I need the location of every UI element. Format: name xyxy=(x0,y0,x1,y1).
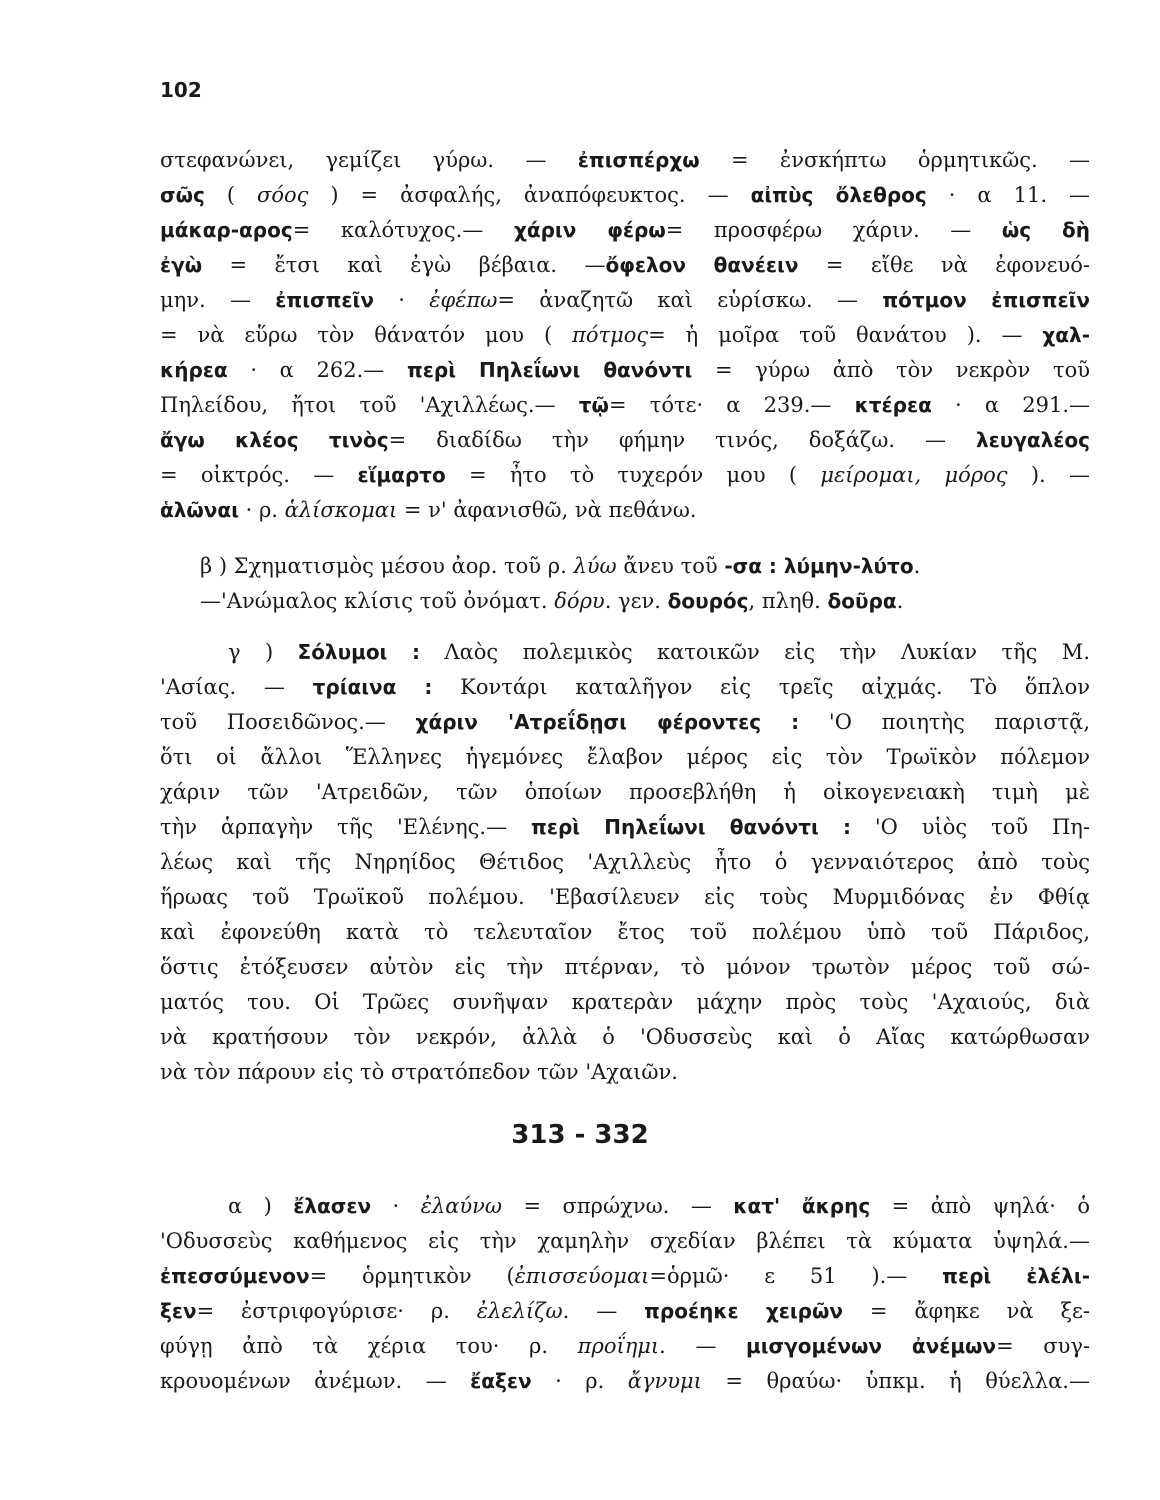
section-heading: 313 - 332 xyxy=(511,1120,649,1150)
text-line: ὅτι οἱ ἄλλοι Ἕλληνες ἡγεμόνες ἔλαβον μέρος εἰς τὸν Τρωϊκὸν πόλεμον xyxy=(160,745,1090,769)
text-line: = νὰ εὕρω τὸν θάνατόν μου ( πότμος= ἡ μοῖρα τοῦ θανάτου ). — χαλ- xyxy=(160,323,1090,347)
text-line: φύγῃ ἀπὸ τὰ χέρια του· ρ. προΐημι. — μισγομένων ἀνέμων= συγ- xyxy=(160,1334,1090,1358)
text-line: ἐγὼ = ἔτσι καὶ ἐγὼ βέβαια. —ὄφελον θανέειν = εἴθε νὰ ἐφονευό- xyxy=(160,253,1090,277)
text-line: = οἰκτρός. — εἵμαρτο = ἦτο τὸ τυχερόν μου ( μείρομαι, μόρος ). — xyxy=(160,463,1090,487)
text-line: κρουομένων ἀνέμων. — ἔαξεν · ρ. ἄγνυμι = θραύω· ὑπκμ. ἡ θύελλα.— xyxy=(160,1369,1090,1393)
text-line: 'Οδυσσεὺς καθήμενος εἰς τὴν χαμηλὴν σχεδίαν βλέπει τὰ κύματα ὑψηλά.— xyxy=(160,1229,1090,1253)
text-line: 'Ασίας. — τρίαινα : Κοντάρι καταλῆγον εἰς τρεῖς αἰχμάς. Τὸ ὅπλον xyxy=(160,675,1090,699)
text-line: μάκαρ-αρος= καλότυχος.— χάριν φέρω= προσφέρω χάριν. — ὡς δὴ xyxy=(160,218,1090,242)
text-line: ἁλῶναι · ρ. ἁλίσκομαι = ν' ἀφανισθῶ, νὰ πεθάνω. xyxy=(160,498,697,522)
text-line: ἥρωας τοῦ Τρωϊκοῦ πολέμου. 'Εβασίλευεν εἰς τοὺς Μυρμιδόνας ἐν Φθίᾳ xyxy=(160,885,1090,909)
text-line: ματός του. Οἱ Τρῶες συνῆψαν κρατερὰν μάχην πρὸς τοὺς 'Αχαιούς, διὰ xyxy=(160,990,1090,1014)
text-line: κήρεα · α 262.— περὶ Πηλεΐωνι θανόντι = γύρω ἀπὸ τὸν νεκρὸν τοῦ xyxy=(160,358,1090,382)
page-number: 102 xyxy=(160,78,202,102)
text-line: τὴν ἁρπαγὴν τῆς 'Ελένης.— περὶ Πηλεΐωνι θανόντι : 'Ο υἱὸς τοῦ Πη- xyxy=(160,815,1090,839)
text-line: καὶ ἐφονεύθη κατὰ τὸ τελευταῖον ἔτος τοῦ πολέμου ὑπὸ τοῦ Πάριδος, xyxy=(160,920,1090,944)
text-line: λέως καὶ τῆς Νηρηίδος Θέτιδος 'Αχιλλεὺς ἦτο ὁ γενναιότερος ἀπὸ τοὺς xyxy=(160,850,1090,874)
text-line: νὰ κρατήσουν τὸν νεκρόν, ἀλλὰ ὁ 'Οδυσσεὺς καὶ ὁ Αἴας κατώρθωσαν xyxy=(160,1025,1090,1049)
text-line: τοῦ Ποσειδῶνος.— χάριν 'Ατρεΐδῃσι φέροντες : 'Ο ποιητὴς παριστᾷ, xyxy=(160,710,1090,734)
text-line: ὅστις ἐτόξευσεν αὐτὸν εἰς τὴν πτέρναν, τὸ μόνον τρωτὸν μέρος τοῦ σώ- xyxy=(160,955,1090,979)
text-line: β ) Σχηματισμὸς μέσου ἀορ. τοῦ ρ. λύω ἄνευ τοῦ -σα : λύμην-λύτο. xyxy=(200,554,921,578)
text-line: ἄγω κλέος τινὸς= διαδίδω τὴν φήμην τινός, δοξάζω. — λευγαλέος xyxy=(160,428,1090,452)
text-line: ξεν= ἐστριφογύρισε· ρ. ἐλελίζω. — προέηκε χειρῶν = ἄφηκε νὰ ξε- xyxy=(160,1299,1090,1323)
text-line: Πηλείδου, ἤτοι τοῦ 'Αχιλλέως.— τῷ= τότε· α 239.— κτέρεα · α 291.— xyxy=(160,393,1090,417)
text-line: νὰ τὸν πάρουν εἰς τὸ στρατόπεδον τῶν 'Αχαιῶν. xyxy=(160,1060,678,1084)
text-line: χάριν τῶν 'Ατρειδῶν, τῶν ὁποίων προσεβλήθη ἡ οἰκογενειακὴ τιμὴ μὲ xyxy=(160,780,1090,804)
text-line: μην. — ἐπισπεῖν · ἐφέπω= ἀναζητῶ καὶ εὑρίσκω. — πότμον ἐπισπεῖν xyxy=(160,288,1090,312)
text-line: α ) ἔλασεν · ἐλαύνω = σπρώχνω. — κατ' ἄκρης = ἀπὸ ψηλά· ὁ xyxy=(228,1194,1090,1218)
text-line: γ ) Σόλυμοι : Λαὸς πολεμικὸς κατοικῶν εἰς τὴν Λυκίαν τῆς Μ. xyxy=(228,640,1090,664)
text-line: —'Ανώμαλος κλίσις τοῦ ὀνόματ. δόρυ. γεν. δουρός, πληθ. δοῦρα. xyxy=(200,589,904,613)
text-line: σῶς ( σόος ) = ἀσφαλής, ἀναπόφευκτος. — αἰπὺς ὄλεθρος · α 11. — xyxy=(160,183,1090,207)
text-line: στεφανώνει, γεμίζει γύρω. — ἐπισπέρχω = ἐνσκήπτω ὁρμητικῶς. — xyxy=(160,148,1090,172)
text-line: ἐπεσσύμενον= ὁρμητικὸν (ἐπισσεύομαι=ὁρμῶ· ε 51 ).— περὶ ἐλέλι- xyxy=(160,1264,1090,1288)
